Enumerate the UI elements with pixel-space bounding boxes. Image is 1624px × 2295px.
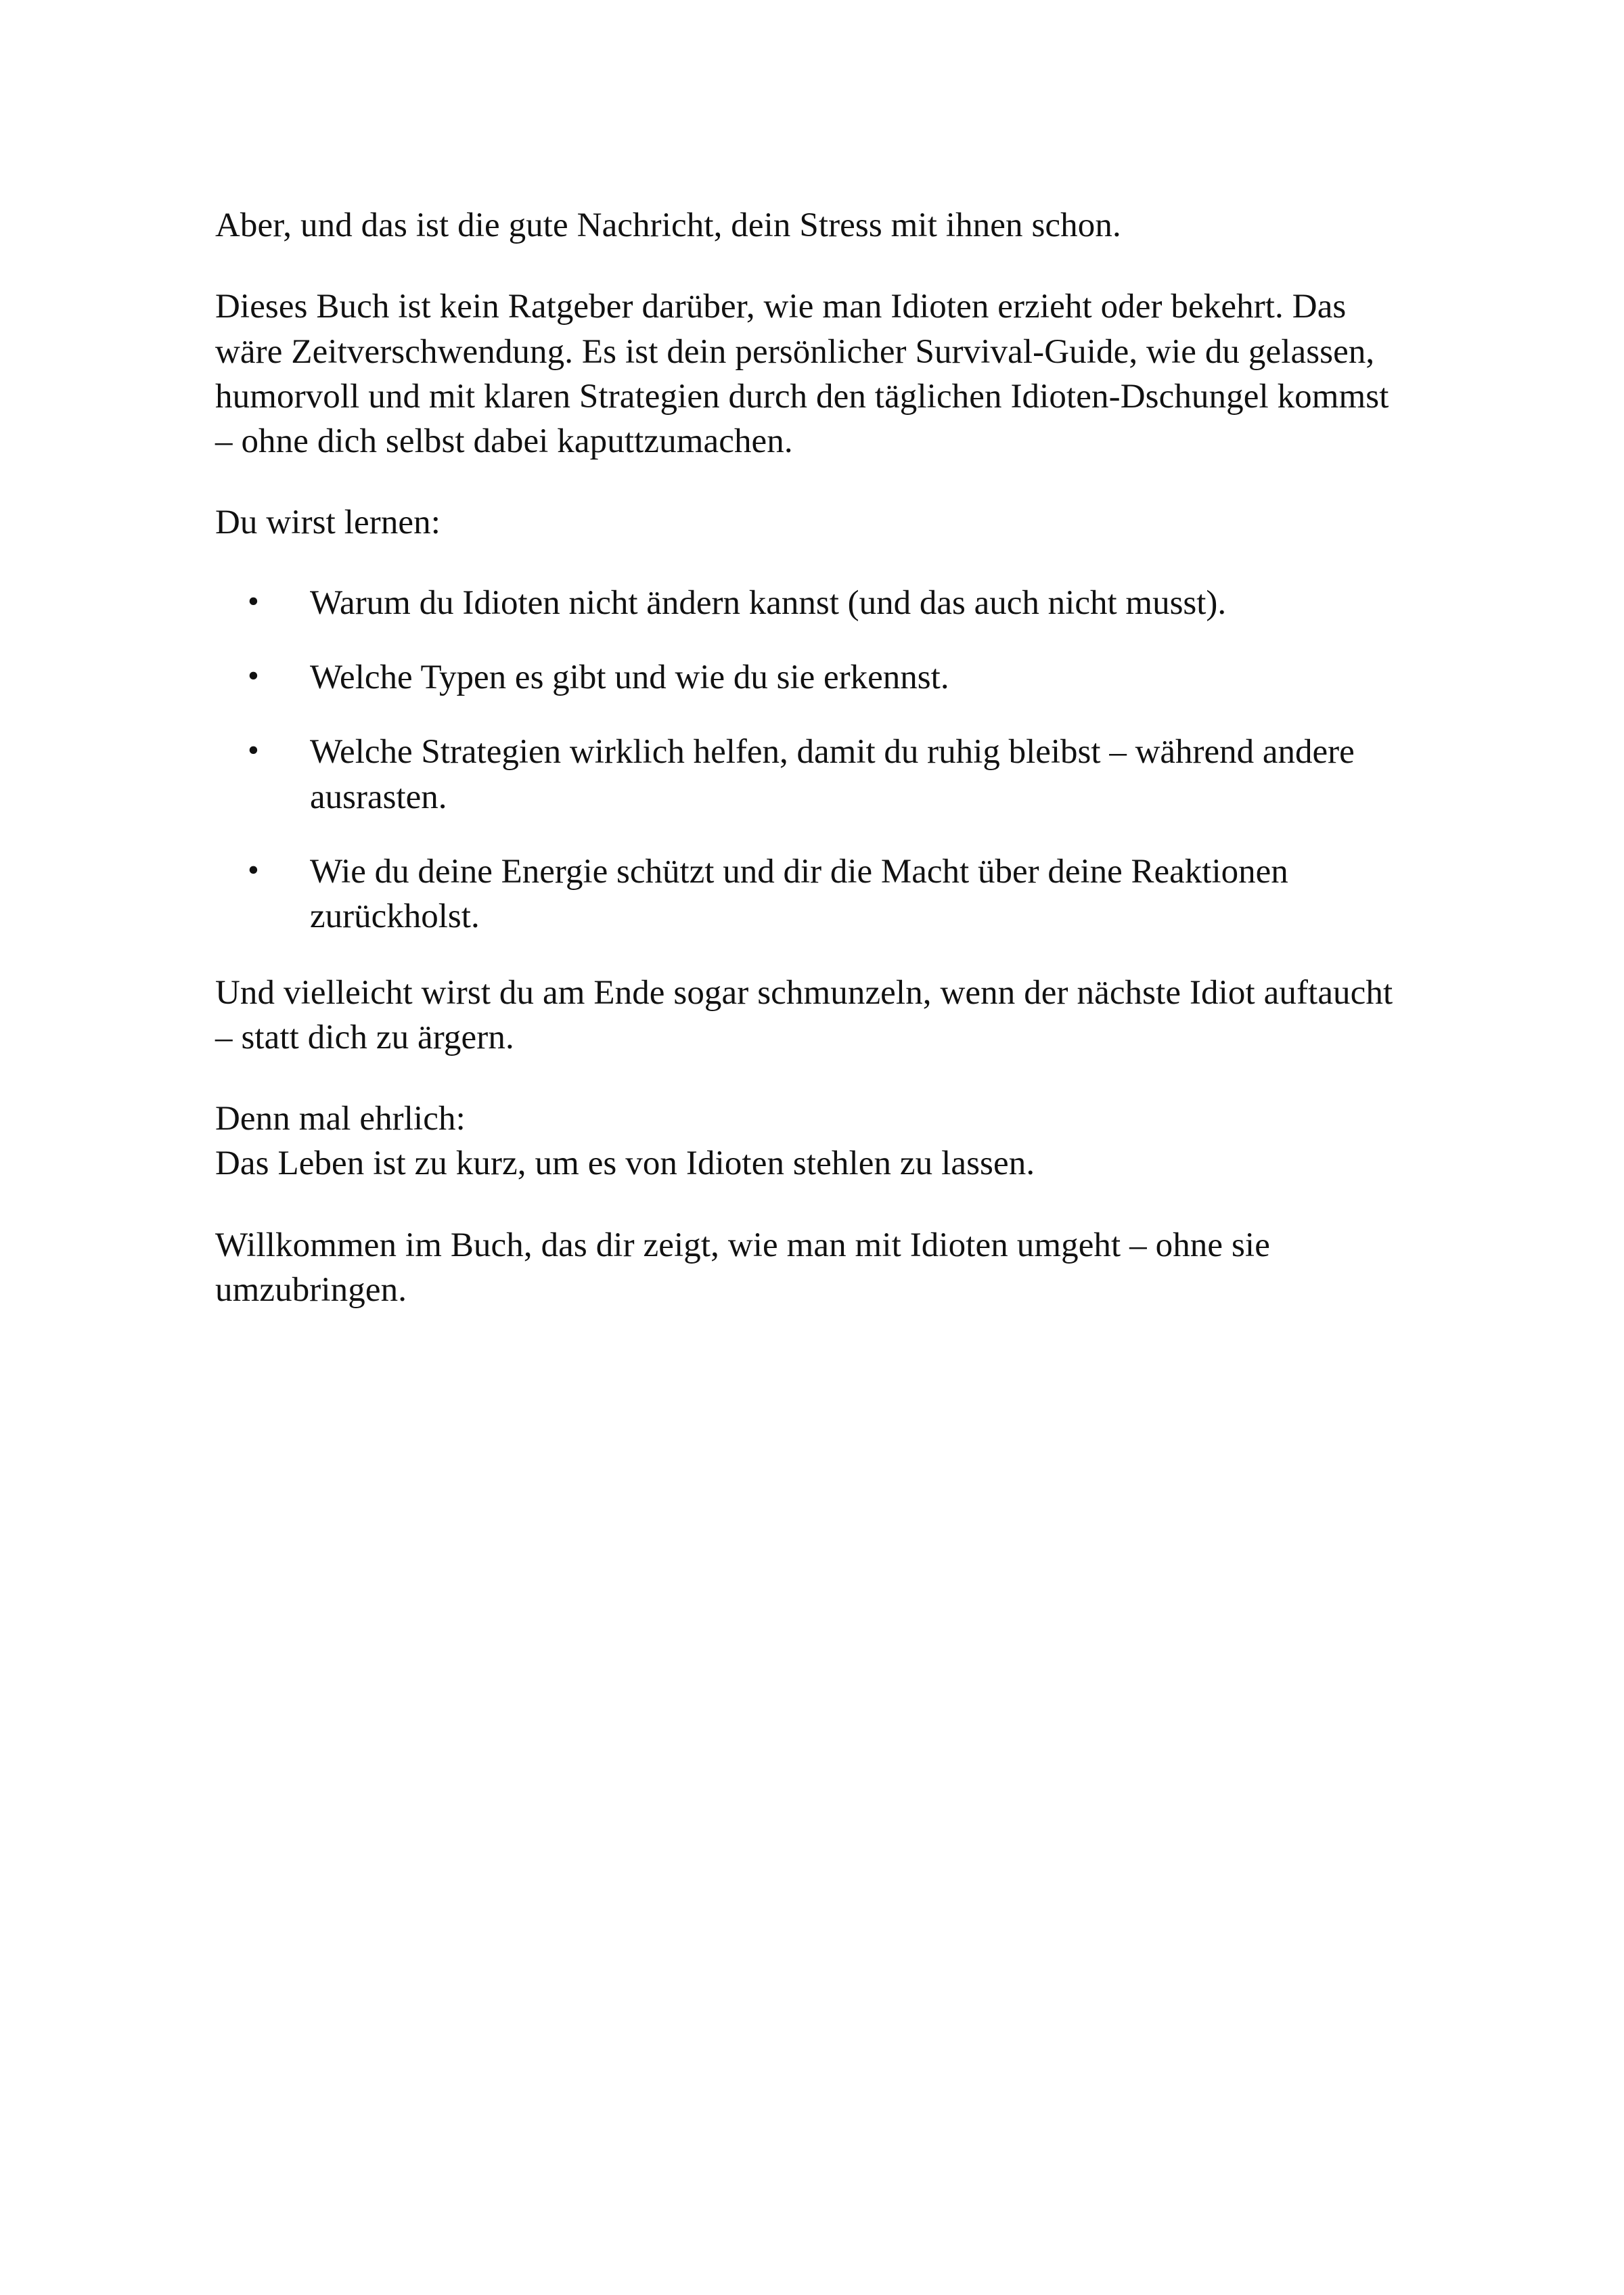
bullet-icon: • — [248, 583, 259, 619]
bullet-icon: • — [248, 658, 259, 694]
list-item — [215, 655, 1406, 700]
bullet-icon: • — [248, 732, 259, 769]
paragraph-learn-intro: Du wirst lernen: — [215, 504, 441, 542]
list-item — [215, 849, 1406, 939]
honest-line-1: Denn mal ehrlich: — [215, 1100, 466, 1138]
paragraph-welcome: Willkommen im Buch, das dir zeigt, wie man mit Idioten umgeht – ohne sie umzubringen. — [215, 1226, 1270, 1310]
bullet-icon: • — [248, 851, 259, 888]
honest-line-2: Das Leben ist zu kurz, um es von Idioten stehlen zu lassen. — [215, 1144, 1035, 1183]
list-item-label: Wie du deine Energie schützt und dir die Macht über deine Reaktionen zurückholst. — [310, 852, 1288, 936]
page-text-column — [215, 203, 1406, 1349]
paragraph-book-purpose: Dieses Buch ist kein Ratgeber darüber, wie man Idioten erzieht oder bekehrt. Das wäre Zeitverschwendung. Es ist dein persönlicher Survival-Guide, wie du gelassen, humorvoll und mit klaren Strategien durch den täglichen Idioten-Dschungel kommst – ohne dich selbst dabei kaputtzumachen. — [215, 288, 1389, 461]
list-item-label: Welche Typen es gibt und wie du sie erkennst. — [310, 659, 949, 697]
paragraph-closing: Und vielleicht wirst du am Ende sogar schmunzeln, wenn der nächste Idiot auftaucht – statt dich zu ärgern. — [215, 973, 1393, 1056]
list-item — [215, 730, 1406, 820]
paragraph-honest-block — [215, 1096, 1406, 1186]
list-item-label: Warum du Idioten nicht ändern kannst (und das auch nicht musst). — [310, 583, 1227, 622]
list-item — [215, 581, 1406, 625]
learning-points-list — [215, 581, 1406, 939]
paragraph-intro: Aber, und das ist die gute Nachricht, dein Stress mit ihnen schon. — [215, 206, 1121, 244]
list-item-label: Welche Strategien wirklich helfen, damit du ruhig bleibst – während andere ausrasten. — [310, 733, 1355, 816]
